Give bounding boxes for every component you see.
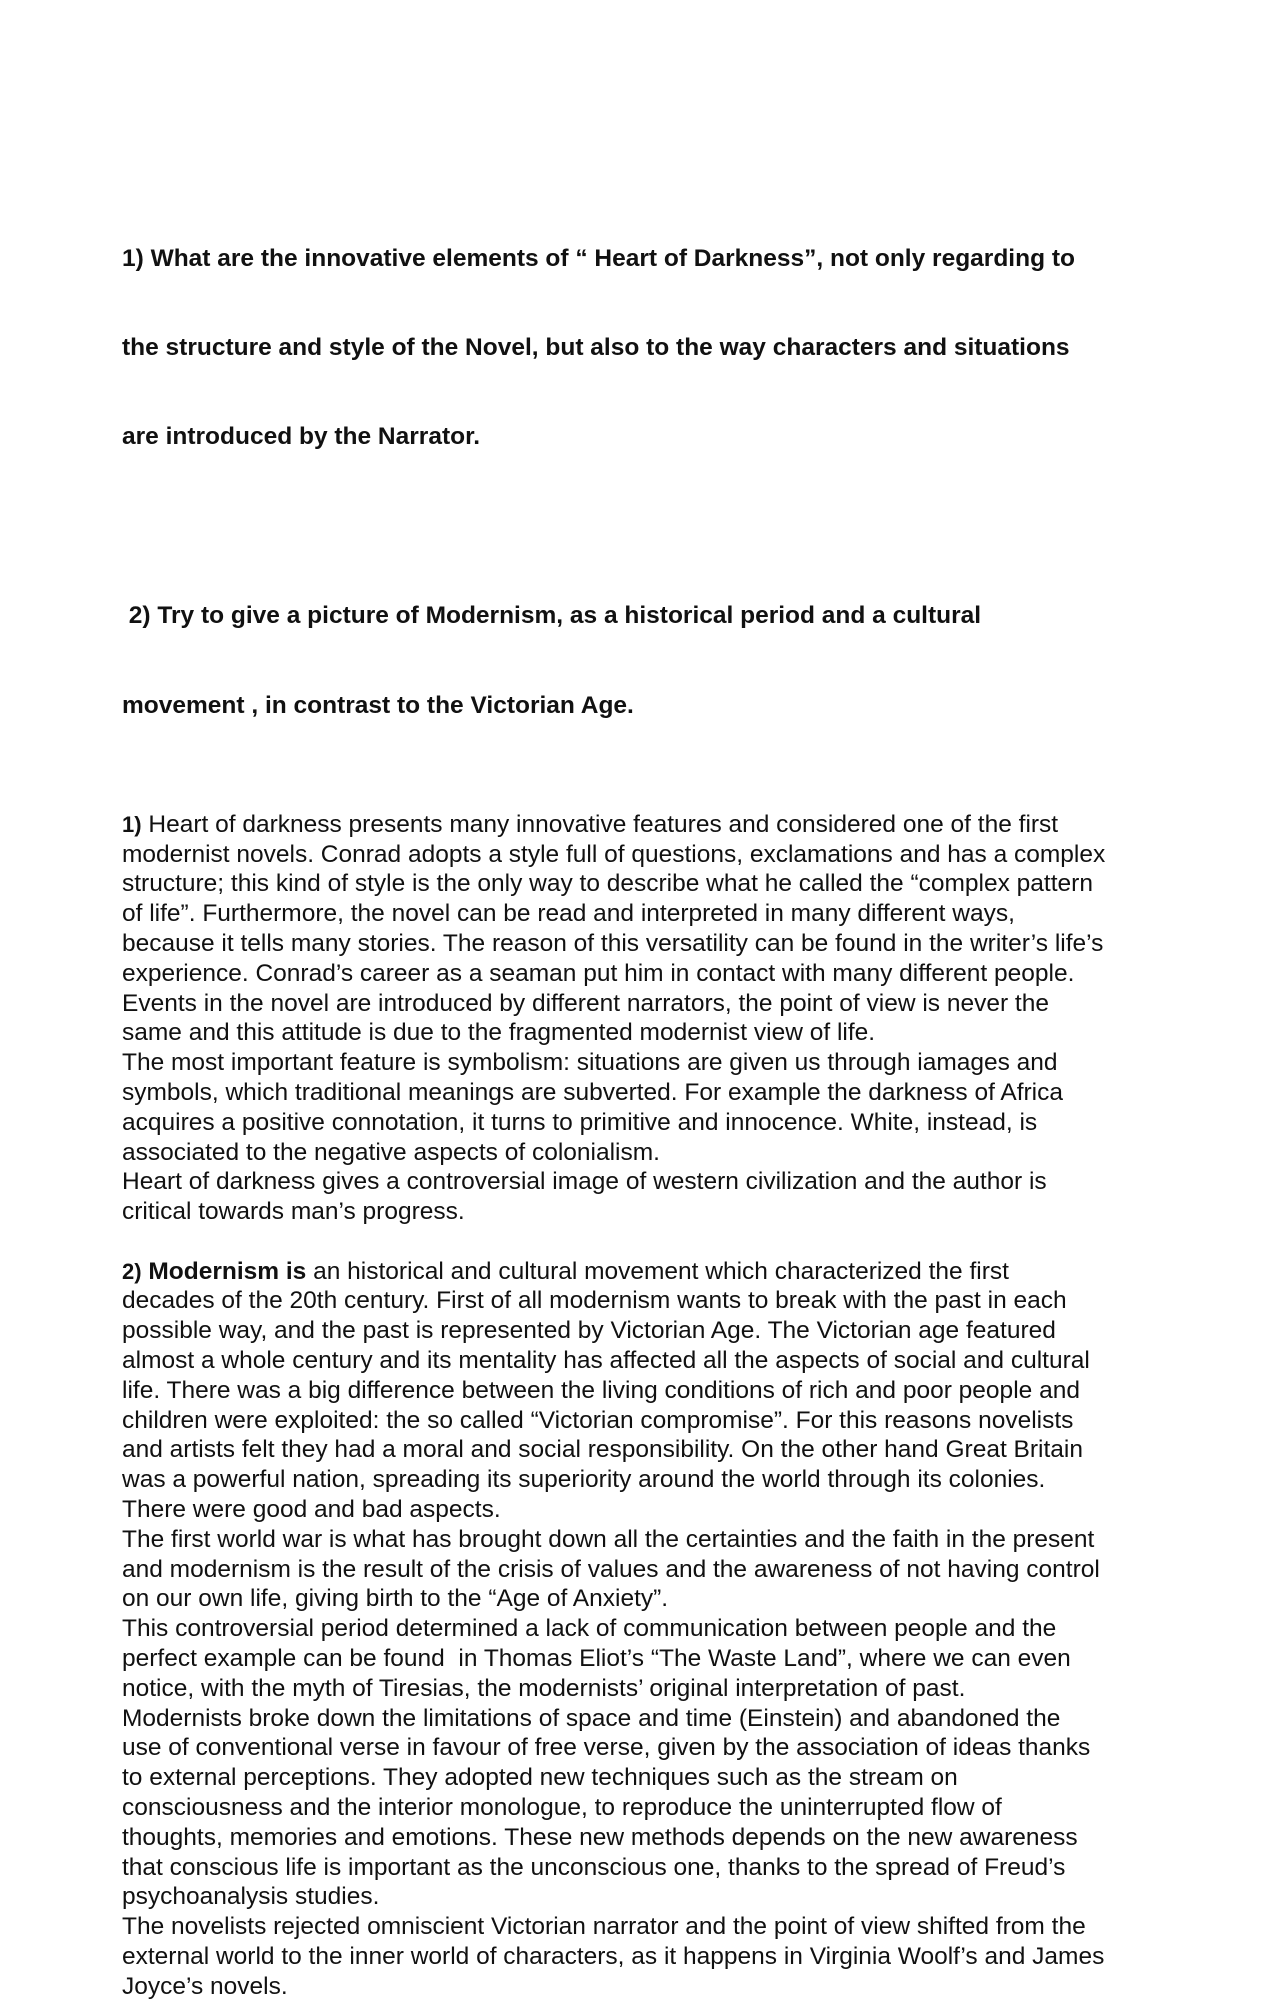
answer-2: [122, 1257, 1182, 2002]
answer-1-line: symbols, which traditional meanings are subverted. For example the darkness of Africa: [122, 1078, 1063, 1106]
answer-1-line: critical towards man’s progress.: [122, 1198, 465, 1226]
answer-1-first-text: Heart of darkness presents many innovative features and considered one of the first: [141, 810, 1059, 838]
answer-2-line: Modernists broke down the limitations of space and time (Einstein) and abandoned the: [122, 1704, 1061, 1732]
answer-2-line: almost a whole century and its mentality has affected all the aspects of social and cultural: [122, 1347, 1090, 1375]
spacer: [122, 780, 1182, 810]
question-2-line: 2) Try to give a picture of Modernism, as a historical period and a cultural: [122, 602, 982, 630]
answer-2-line: life. There was a big difference between the living conditions of rich and poor people and: [122, 1376, 1080, 1404]
answer-1-line: Events in the novel are introduced by different narrators, the point of view is never the: [122, 989, 1049, 1017]
answer-2-line: children were exploited: the so called “Victorian compromise”. For this reasons novelists: [122, 1406, 1074, 1434]
question-1-line: are introduced by the Narrator.: [122, 423, 481, 451]
answer-2-line: consciousness and the interior monologue, to reproduce the uninterrupted flow of: [122, 1794, 1002, 1822]
answer-2-line: possible way, and the past is represented by Victorian Age. The Victorian age featured: [122, 1317, 1056, 1345]
answer-2-line: was a powerful nation, spreading its superiority around the world through its colonies.: [122, 1466, 1046, 1494]
answer-1-first-line: [122, 810, 1182, 840]
answer-2-first-line: [122, 1257, 1182, 1287]
question-2: [122, 542, 1182, 780]
answer-2-line: that conscious life is important as the unconscious one, thanks to the spread of Freud’s: [122, 1853, 1066, 1881]
spacer: [122, 1227, 1182, 1257]
answer-2-line: and modernism is the result of the crisis of values and the awareness of not having control: [122, 1555, 1100, 1583]
answer-2-line: use of conventional verse in favour of free verse, given by the association of ideas thanks: [122, 1734, 1091, 1762]
answer-2-first-text: an historical and cultural movement which characterized the first: [306, 1257, 1009, 1285]
answer-2-line: There were good and bad aspects.: [122, 1496, 501, 1524]
spacer: [122, 512, 1182, 542]
answer-1-line: acquires a positive connotation, it turns to primitive and innocence. White, instead, is: [122, 1108, 1038, 1136]
answer-2-line: The first world war is what has brought down all the certainties and the faith in the present: [122, 1525, 1095, 1553]
answer-1-line: experience. Conrad’s career as a seaman put him in contact with many different people.: [122, 959, 1075, 987]
answer-2-line: on our own life, giving birth to the “Age of Anxiety”.: [122, 1585, 669, 1613]
answer-1-number: 1): [122, 811, 142, 837]
answer-2-line: decades of the 20th century. First of all modernism wants to break with the past in each: [122, 1287, 1067, 1315]
answer-2-lead: Modernism is: [141, 1257, 307, 1285]
answer-2-line: and artists felt they had a moral and social responsibility. On the other hand Great Britain: [122, 1436, 1084, 1464]
answer-1-line: modernist novels. Conrad adopts a style full of questions, exclamations and has a complex: [122, 840, 1106, 868]
answer-2-lines: [122, 1286, 1182, 2001]
answer-1-line: Heart of darkness gives a controversial image of western civilization and the author is: [122, 1168, 1047, 1196]
answer-1-line: The most important feature is symbolism: situations are given us through iamages and: [122, 1049, 1058, 1077]
question-1: [122, 184, 1182, 512]
answer-1: [122, 810, 1182, 1227]
answer-1-line: because it tells many stories. The reason of this versatility can be found in the writer’s life’s: [122, 929, 1104, 957]
question-2-line: movement , in contrast to the Victorian Age.: [122, 691, 634, 719]
question-1-line: the structure and style of the Novel, but also to the way characters and situations: [122, 333, 1070, 361]
answer-2-line: perfect example can be found in Thomas Eliot’s “The Waste Land”, where we can even: [122, 1645, 1071, 1673]
answer-1-line: of life”. Furthermore, the novel can be read and interpreted in many different ways,: [122, 900, 1015, 928]
document-body: [122, 184, 1182, 2002]
answer-2-number: 2): [122, 1258, 142, 1284]
answer-2-line: external world to the inner world of characters, as it happens in Virginia Woolf’s and James: [122, 1943, 1105, 1971]
answer-2-line: The novelists rejected omniscient Victorian narrator and the point of view shifted from the: [122, 1913, 1086, 1941]
answer-2-line: notice, with the myth of Tiresias, the modernists’ original interpretation of past.: [122, 1674, 966, 1702]
answer-2-line: thoughts, memories and emotions. These new methods depends on the new awareness: [122, 1823, 1078, 1851]
answer-1-line: same and this attitude is due to the fragmented modernist view of life.: [122, 1019, 876, 1047]
answer-1-line: structure; this kind of style is the only way to describe what he called the “complex pattern: [122, 870, 1093, 898]
answer-2-line: psychoanalysis studies.: [122, 1883, 380, 1911]
question-1-line: 1) What are the innovative elements of “ Heart of Darkness”, not only regarding to: [122, 244, 1075, 272]
answer-1-lines: [122, 840, 1182, 1227]
answer-2-line: Joyce’s novels.: [122, 1972, 288, 2000]
answer-2-line: This controversial period determined a lack of communication between people and the: [122, 1615, 1057, 1643]
answer-1-line: associated to the negative aspects of colonialism.: [122, 1138, 660, 1166]
answer-2-line: to external perceptions. They adopted new techniques such as the stream on: [122, 1764, 958, 1792]
